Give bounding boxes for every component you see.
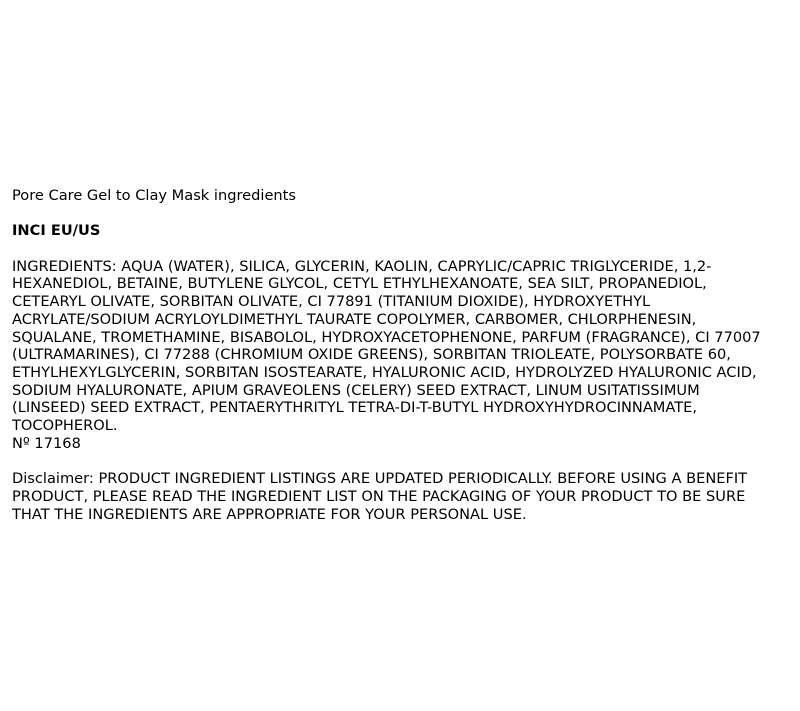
disclaimer-text: Disclaimer: PRODUCT INGREDIENT LISTINGS ARE UPDATED PERIODICALLY. BEFORE USING A BENEFIT PRODUCT, PLEASE READ THE INGREDIENT LIST ON THE PACKAGING OF YOUR PRODUCT TO BE SURE THAT THE INGREDIENTS ARE APPROPRIATE FOR YOUR PERSONAL USE. xyxy=(12,470,748,523)
ingredients-document xyxy=(12,187,796,523)
document-subtitle: INCI EU/US xyxy=(12,222,101,240)
document-title: Pore Care Gel to Clay Mask ingredients xyxy=(12,187,296,204)
product-code: Nº 17168 xyxy=(12,434,81,452)
ingredients-list: INGREDIENTS: AQUA (WATER), SILICA, GLYCERIN, KAOLIN, CAPRYLIC/CAPRIC TRIGLYCERIDE, 1,2- HEXANEDIOL, BETAINE, BUTYLENE GLYCOL, CETYL ETHYLHEXANOATE, SEA SILT, PROPANEDIOL, CETEARYL OLIVATE, SORBITAN OLIVATE, CI 77891 (TITANIUM DIOXIDE), HYDROXYETHYL ACRYLATE/SODIUM ACRYLOYLDIMETHYL TAURATE COPOLYMER, CARBOMER, CHLORPHENESIN, SQUALANE, TROMETHAMINE, BISABOLOL, HYDROXYACETOPHENONE, PARFUM (FRAGRANCE), CI 77007 (ULTRAMARINES), CI 77288 (CHROMIUM OXIDE GREENS), SORBITAN TRIOLEATE, POLYSORBATE 60, ETHYLHEXYLGLYCERIN, SORBITAN ISOSTEARATE, HYALURONIC ACID, HYDROLYZED HYALURONIC ACID, SODIUM HYALURONATE, APIUM GRAVEOLENS (CELERY) SEED EXTRACT, LINUM USITATISSIMUM (LINSEED) SEED EXTRACT, PENTAERYTHRITYL TETRA-DI-T-BUTYL HYDROXYHYDROCINNAMATE, TOCOPHEROL. xyxy=(12,257,761,435)
